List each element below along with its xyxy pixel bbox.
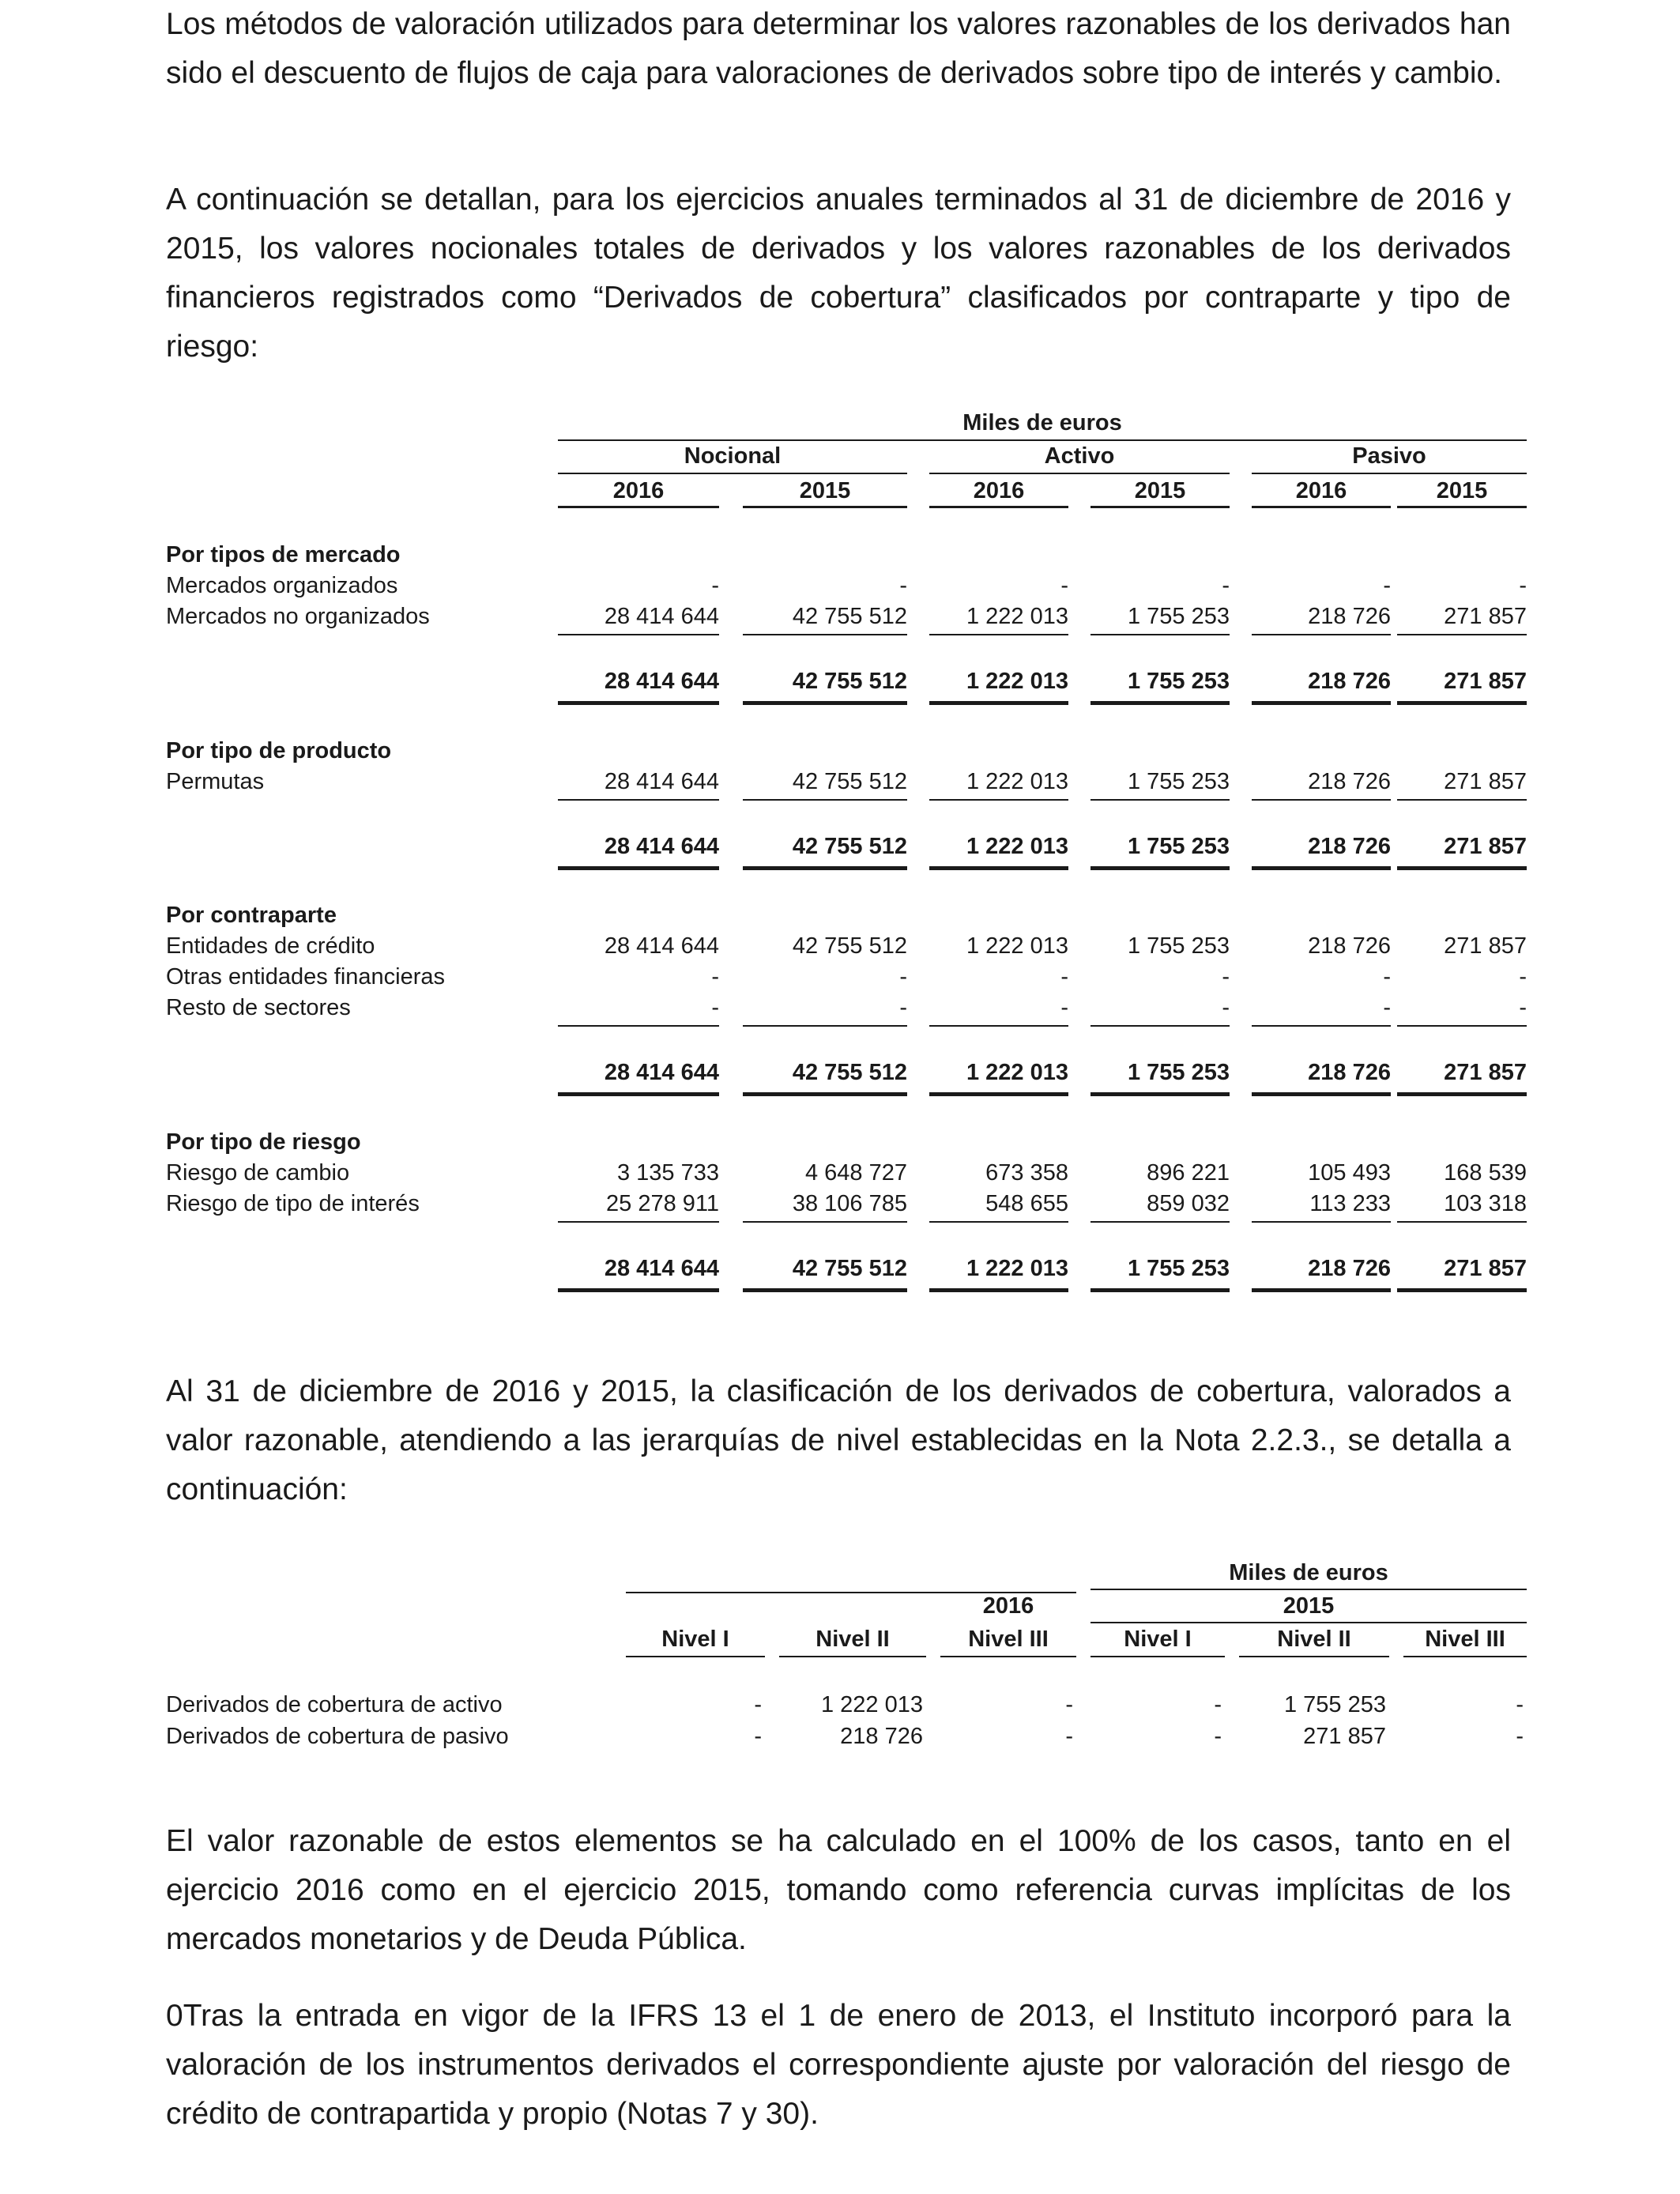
paragraph-table-intro: A continuación se detallan, para los ejercicios anuales terminados al 31 de diciembre de 2016 y 2015, los valores nocionales totales de derivados y los valores razonables de los derivados financieros registrados como “Derivados de cobertura” clasificados por contraparte y tipo de riesgo:	[166, 183, 1511, 364]
total-double-rule	[929, 866, 1068, 870]
table-cell: 38 106 785	[792, 1191, 907, 1216]
total-cell: 1 222 013	[966, 1256, 1068, 1281]
year-header: 2016	[973, 478, 1025, 503]
table-cell: 218 726	[1308, 604, 1391, 629]
level-header: Nivel III	[1425, 1627, 1505, 1652]
table-cell: -	[754, 1692, 762, 1717]
total-double-rule	[558, 701, 719, 705]
table-cell: 1 222 013	[966, 769, 1068, 794]
total-cell: 271 857	[1444, 1256, 1527, 1281]
subtotal-rule	[929, 1025, 1068, 1027]
subtotal-rule	[1252, 1025, 1391, 1027]
table-cell: -	[754, 1724, 762, 1749]
table-cell: -	[899, 964, 907, 990]
level-header: Nivel III	[968, 1627, 1049, 1652]
total-double-rule	[1252, 866, 1391, 870]
total-double-rule	[929, 1288, 1068, 1292]
row-label: Derivados de cobertura de activo	[166, 1692, 503, 1717]
subtotal-rule	[558, 799, 719, 801]
table-cell: -	[711, 995, 719, 1020]
subtotal-rule	[743, 799, 907, 801]
table-cell: 1 755 253	[1127, 933, 1230, 959]
section-title: Por tipo de riesgo	[166, 1129, 361, 1155]
table-cell: -	[1065, 1724, 1073, 1749]
unit-underline	[558, 439, 1527, 441]
total-cell: 271 857	[1444, 834, 1527, 859]
subtotal-rule	[1090, 1221, 1230, 1223]
total-double-rule	[1252, 701, 1391, 705]
total-cell: 28 414 644	[604, 1060, 719, 1085]
group-underline	[558, 473, 907, 474]
level-underline	[626, 1656, 765, 1657]
subtotal-rule	[1397, 634, 1527, 635]
subtotal-rule	[1090, 1025, 1230, 1027]
level-underline	[940, 1656, 1076, 1657]
year-header: 2016	[1295, 478, 1347, 503]
total-cell: 1 755 253	[1127, 669, 1230, 694]
table-cell: -	[1222, 573, 1230, 598]
level-header: Nivel II	[816, 1627, 890, 1652]
row-label: Riesgo de cambio	[166, 1160, 350, 1186]
table-cell: 218 726	[840, 1724, 923, 1749]
table-cell: -	[1516, 1692, 1524, 1717]
subtotal-rule	[743, 1221, 907, 1223]
total-cell: 1 755 253	[1127, 1060, 1230, 1085]
year-underline	[1397, 506, 1527, 508]
year-underline	[1252, 506, 1391, 508]
row-label: Riesgo de tipo de interés	[166, 1191, 420, 1216]
row-label: Mercados no organizados	[166, 604, 430, 629]
row-label: Permutas	[166, 769, 265, 794]
total-cell: 28 414 644	[604, 669, 719, 694]
paragraph-hierarchy-intro: Al 31 de diciembre de 2016 y 2015, la clasificación de los derivados de cobertura, valorados a valor razonable, atendiendo a las jerarquías de nivel establecidas en la Nota 2.2.3., se detalla a continuación:	[166, 1374, 1511, 1506]
total-double-rule	[1252, 1288, 1391, 1292]
total-cell: 28 414 644	[604, 834, 719, 859]
table-cell: 42 755 512	[792, 769, 907, 794]
table-cell: 103 318	[1444, 1191, 1527, 1216]
table-cell: 218 726	[1308, 769, 1391, 794]
total-double-rule	[558, 1092, 719, 1096]
table-cell: -	[1383, 964, 1391, 990]
table-cell: -	[1519, 995, 1527, 1020]
total-double-rule	[743, 1092, 907, 1096]
group-header-pasivo: Pasivo	[1352, 443, 1426, 469]
row-label: Derivados de cobertura de pasivo	[166, 1724, 509, 1749]
unit-underline	[1090, 1589, 1527, 1590]
total-cell: 1 755 253	[1127, 1256, 1230, 1281]
subtotal-rule	[1397, 799, 1527, 801]
table-cell: 218 726	[1308, 933, 1391, 959]
row-label: Mercados organizados	[166, 573, 398, 598]
year-header: 2015	[799, 478, 851, 503]
table-cell: -	[1222, 964, 1230, 990]
table-cell: 3 135 733	[616, 1160, 719, 1186]
table-unit-header: Miles de euros	[962, 410, 1122, 435]
table-cell: -	[1516, 1724, 1524, 1749]
subtotal-rule	[743, 1025, 907, 1027]
total-cell: 218 726	[1308, 834, 1391, 859]
year-header-2016: 2016	[982, 1593, 1034, 1619]
table-cell: -	[1383, 995, 1391, 1020]
table-cell: -	[1383, 573, 1391, 598]
total-cell: 42 755 512	[792, 1060, 907, 1085]
total-double-rule	[1090, 701, 1230, 705]
total-cell: 218 726	[1308, 1060, 1391, 1085]
table-cell: 1 222 013	[820, 1692, 923, 1717]
total-double-rule	[929, 1092, 1068, 1096]
total-cell: 42 755 512	[792, 669, 907, 694]
table-cell: -	[1214, 1724, 1222, 1749]
table-cell: -	[1519, 573, 1527, 598]
table-cell: -	[899, 995, 907, 1020]
table-cell: -	[1060, 995, 1068, 1020]
total-double-rule	[558, 866, 719, 870]
year-underline	[1090, 506, 1230, 508]
total-cell: 218 726	[1308, 669, 1391, 694]
subtotal-rule	[558, 634, 719, 635]
level-header: Nivel I	[1124, 1627, 1192, 1652]
subtotal-rule	[1090, 799, 1230, 801]
year-underline	[929, 506, 1068, 508]
table-cell: -	[1065, 1692, 1073, 1717]
row-label: Otras entidades financieras	[166, 964, 446, 990]
total-double-rule	[929, 701, 1068, 705]
level-underline	[1090, 1656, 1225, 1657]
total-cell: 1 222 013	[966, 834, 1068, 859]
total-double-rule	[1090, 866, 1230, 870]
paragraph-ifrs13-note: 0Tras la entrada en vigor de la IFRS 13 el 1 de enero de 2013, el Instituto incorporó para la valoración de los instrumentos derivados el correspondiente ajuste por valoración del riesgo de crédito de contrapartida y propio (Notas 7 y 30).	[166, 1999, 1511, 2131]
total-cell: 271 857	[1444, 669, 1527, 694]
subtotal-rule	[558, 1221, 719, 1223]
total-cell: 42 755 512	[792, 1256, 907, 1281]
year-header: 2015	[1436, 478, 1488, 503]
subtotal-rule	[1252, 634, 1391, 635]
table-cell: 4 648 727	[804, 1160, 907, 1186]
total-cell: 1 222 013	[966, 1060, 1068, 1085]
table-cell: 859 032	[1147, 1191, 1230, 1216]
table-cell: 271 857	[1444, 604, 1527, 629]
section-title: Por tipos de mercado	[166, 542, 401, 567]
level-underline	[1239, 1656, 1389, 1657]
total-cell: 28 414 644	[604, 1256, 719, 1281]
total-cell: 1 222 013	[966, 669, 1068, 694]
group-underline	[1252, 473, 1527, 474]
year-header-2015: 2015	[1283, 1593, 1335, 1619]
table-cell: 271 857	[1444, 933, 1527, 959]
subtotal-rule	[929, 634, 1068, 635]
total-double-rule	[1397, 1288, 1527, 1292]
table-cell: -	[899, 573, 907, 598]
table-cell: 1 755 253	[1127, 604, 1230, 629]
table-cell: 28 414 644	[604, 604, 719, 629]
total-double-rule	[558, 1288, 719, 1292]
table-cell: -	[1060, 964, 1068, 990]
table-cell: 673 358	[985, 1160, 1068, 1186]
subtotal-rule	[1397, 1221, 1527, 1223]
group-header-activo: Activo	[1044, 443, 1115, 469]
table-cell: 271 857	[1444, 769, 1527, 794]
level-underline	[1403, 1656, 1527, 1657]
level-underline	[779, 1656, 926, 1657]
table-cell: 1 755 253	[1283, 1692, 1386, 1717]
subtotal-rule	[929, 799, 1068, 801]
table-cell: 105 493	[1308, 1160, 1391, 1186]
total-double-rule	[743, 866, 907, 870]
table-cell: -	[1214, 1692, 1222, 1717]
table-cell: 168 539	[1444, 1160, 1527, 1186]
subtotal-rule	[1252, 1221, 1391, 1223]
paragraph-fair-value-note: El valor razonable de estos elementos se ha calculado en el 100% de los casos, tanto en el ejercicio 2016 como en el ejercicio 2015, tomando como referencia curvas implícitas de los mercados monetarios y de Deuda Pública.	[166, 1824, 1511, 1956]
subtotal-rule	[929, 1221, 1068, 1223]
table-cell: -	[1222, 995, 1230, 1020]
total-cell: 1 755 253	[1127, 834, 1230, 859]
table-cell: 1 222 013	[966, 604, 1068, 629]
table-cell: -	[711, 573, 719, 598]
table-cell: 113 233	[1309, 1191, 1391, 1216]
table2-unit-header: Miles de euros	[1229, 1560, 1388, 1585]
total-double-rule	[743, 1288, 907, 1292]
section-title: Por tipo de producto	[166, 738, 392, 763]
total-double-rule	[1397, 866, 1527, 870]
total-double-rule	[1090, 1288, 1230, 1292]
total-cell: 42 755 512	[792, 834, 907, 859]
table-cell: 1 755 253	[1127, 769, 1230, 794]
table-cell: 28 414 644	[604, 769, 719, 794]
year-underline	[558, 506, 719, 508]
level-header: Nivel I	[661, 1627, 729, 1652]
total-double-rule	[1397, 1092, 1527, 1096]
table-cell: 271 857	[1303, 1724, 1386, 1749]
total-double-rule	[1397, 701, 1527, 705]
year-underline	[743, 506, 907, 508]
year-header: 2015	[1134, 478, 1186, 503]
subtotal-rule	[1090, 634, 1230, 635]
paragraph-valuation-methods: Los métodos de valoración utilizados para determinar los valores razonables de los derivados han sido el descuento de flujos de caja para valoraciones de derivados sobre tipo de interés y cambio.	[166, 7, 1511, 90]
table-cell: 25 278 911	[606, 1191, 719, 1216]
total-double-rule	[743, 701, 907, 705]
group-header-nocional: Nocional	[684, 443, 782, 469]
subtotal-rule	[558, 1025, 719, 1027]
row-label: Resto de sectores	[166, 995, 351, 1020]
group-underline	[929, 473, 1230, 474]
section-title: Por contraparte	[166, 903, 337, 928]
subtotal-rule	[1252, 799, 1391, 801]
table-cell: 1 222 013	[966, 933, 1068, 959]
level-header: Nivel II	[1277, 1627, 1351, 1652]
table-cell: -	[711, 964, 719, 990]
table-cell: 42 755 512	[792, 933, 907, 959]
table-cell: -	[1060, 573, 1068, 598]
table-cell: 896 221	[1147, 1160, 1230, 1186]
table-cell: 548 655	[985, 1191, 1068, 1216]
total-double-rule	[1090, 1092, 1230, 1096]
subtotal-rule	[743, 634, 907, 635]
total-cell: 271 857	[1444, 1060, 1527, 1085]
total-double-rule	[1252, 1092, 1391, 1096]
year-2015-underline	[1090, 1622, 1527, 1623]
table-cell: 42 755 512	[792, 604, 907, 629]
table-cell: -	[1519, 964, 1527, 990]
total-cell: 218 726	[1308, 1256, 1391, 1281]
table-cell: 28 414 644	[604, 933, 719, 959]
row-label: Entidades de crédito	[166, 933, 375, 959]
year-header: 2016	[612, 478, 665, 503]
subtotal-rule	[1397, 1025, 1527, 1027]
